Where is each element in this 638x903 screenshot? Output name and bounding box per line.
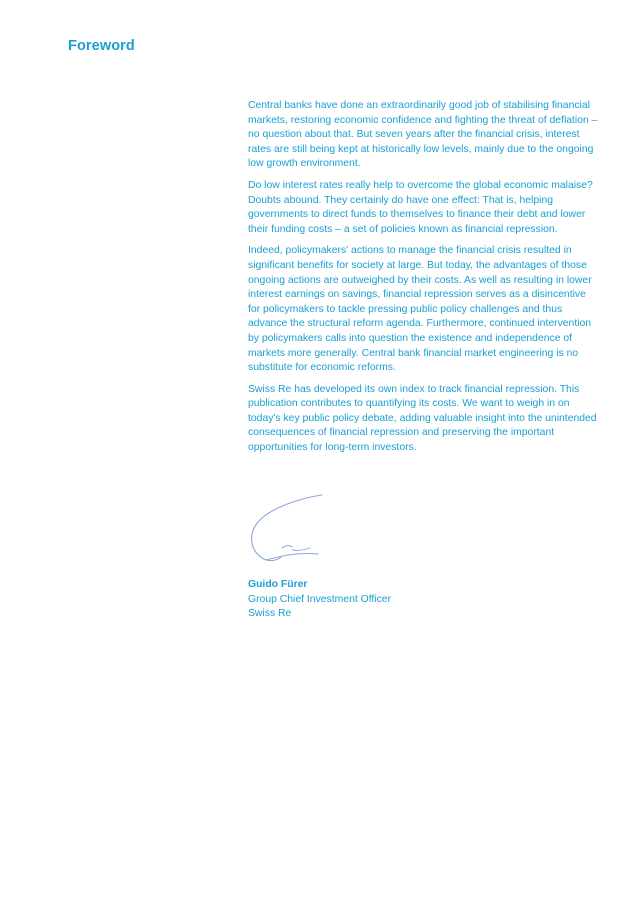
signatory-company: Swiss Re [248,608,292,620]
handwritten-signature [240,490,360,570]
page-title: Foreword [68,38,135,54]
paragraph-1: Central banks have done an extraordinarily good job of stabilising financial markets, restoring economic confidence and fighting the threat of deflation – no question about that. But seven years after the financial crisis, interest rates are still being kept at historically low levels, mainly due to the ongoing low growth environment. [248,100,598,170]
signatory-block [248,578,548,622]
paragraph-2: Do low interest rates really help to overcome the global economic malaise? Doubts abound. They certainly do have one effect: That is, helping governments to direct funds to themselves to finance their debt and lower their funding costs – a set of policies known as financial repression. [248,179,593,235]
paragraph-4: Swiss Re has developed its own index to track financial repression. This publication contributes to quantifying its costs. We want to weigh in on today's key public policy debate, adding valuable insight into the unintended consequences of financial repression and preserving the important opportunities for long-term investors. [248,383,597,454]
signatory-title: Group Chief Investment Officer [248,593,392,605]
foreword-body [248,99,600,463]
signatory-name: Guido Fürer [248,579,308,590]
paragraph-3: Indeed, policymakers' actions to manage the financial crisis resulted in significant benefits for society at large. But today, the advantages of those ongoing actions are outweighed by their costs. As well as resulting in lower interest earnings on savings, financial repression serves as a disincentive for policymakers to tackle pressing public policy challenges and thus advance the structural reform agenda. Furthermore, continued intervention by policymakers calls into question the existence and independence of markets more generally. Central bank financial market engineering is no substitute for economic reforms. [248,245,592,374]
